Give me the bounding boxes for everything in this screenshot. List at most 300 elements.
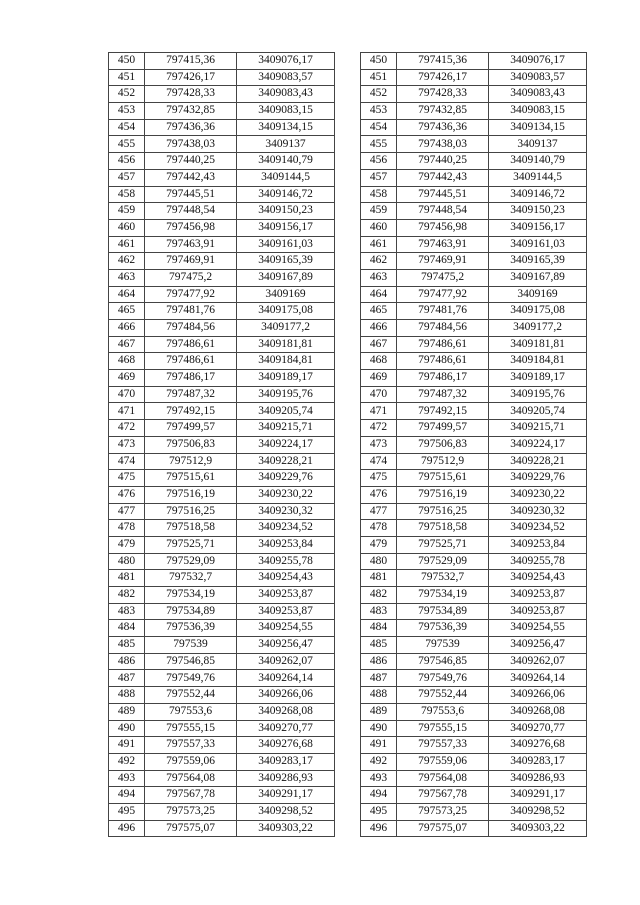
y-coordinate-cell: 3409083,15 [237,103,335,120]
x-coordinate-cell: 797442,43 [145,169,237,186]
table-row [109,720,335,737]
y-coordinate-cell: 3409270,77 [237,720,335,737]
x-coordinate-cell: 797506,83 [397,436,489,453]
point-number-cell: 478 [361,520,397,537]
point-number-cell: 475 [109,470,145,487]
table-row [361,303,587,320]
table-row [361,520,587,537]
x-coordinate-cell: 797546,85 [145,653,237,670]
table-row [361,186,587,203]
y-coordinate-cell: 3409215,71 [489,420,587,437]
y-coordinate-cell: 3409076,17 [489,53,587,70]
x-coordinate-cell: 797555,15 [145,720,237,737]
x-coordinate-cell: 797575,07 [145,820,237,837]
x-coordinate-cell: 797552,44 [397,687,489,704]
point-number-cell: 451 [361,69,397,86]
point-number-cell: 455 [361,136,397,153]
table-row [109,253,335,270]
point-number-cell: 460 [361,219,397,236]
y-coordinate-cell: 3409205,74 [237,403,335,420]
y-coordinate-cell: 3409234,52 [489,520,587,537]
table-row [361,770,587,787]
x-coordinate-cell: 797486,61 [397,353,489,370]
table-row [109,703,335,720]
table-row [109,503,335,520]
point-number-cell: 494 [109,787,145,804]
x-coordinate-cell: 797487,32 [397,386,489,403]
point-number-cell: 464 [361,286,397,303]
x-coordinate-cell: 797532,7 [145,570,237,587]
table-row [361,436,587,453]
x-coordinate-cell: 797469,91 [145,253,237,270]
x-coordinate-cell: 797518,58 [145,520,237,537]
table-row [109,269,335,286]
point-number-cell: 480 [109,553,145,570]
x-coordinate-cell: 797555,15 [397,720,489,737]
table-row [109,637,335,654]
y-coordinate-cell: 3409268,08 [237,703,335,720]
table-row [109,536,335,553]
table-row [361,603,587,620]
table-row [109,787,335,804]
table-row [361,720,587,737]
y-coordinate-cell: 3409256,47 [489,637,587,654]
point-number-cell: 491 [109,737,145,754]
y-coordinate-cell: 3409146,72 [489,186,587,203]
x-coordinate-cell: 797469,91 [397,253,489,270]
table-row [109,486,335,503]
y-coordinate-cell: 3409229,76 [237,470,335,487]
point-number-cell: 474 [109,453,145,470]
point-number-cell: 476 [361,486,397,503]
point-number-cell: 468 [361,353,397,370]
x-coordinate-cell: 797463,91 [145,236,237,253]
table-row [361,620,587,637]
y-coordinate-cell: 3409177,2 [237,320,335,337]
point-number-cell: 488 [109,687,145,704]
x-coordinate-cell: 797426,17 [397,69,489,86]
y-coordinate-cell: 3409150,23 [489,203,587,220]
y-coordinate-cell: 3409298,52 [489,803,587,820]
x-coordinate-cell: 797477,92 [397,286,489,303]
point-number-cell: 461 [109,236,145,253]
point-number-cell: 467 [109,336,145,353]
table-row [361,703,587,720]
x-coordinate-cell: 797440,25 [397,153,489,170]
y-coordinate-cell: 3409156,17 [237,219,335,236]
y-coordinate-cell: 3409140,79 [489,153,587,170]
y-coordinate-cell: 3409230,22 [237,486,335,503]
x-coordinate-cell: 797549,76 [145,670,237,687]
point-number-cell: 491 [361,737,397,754]
x-coordinate-cell: 797534,19 [397,587,489,604]
point-number-cell: 495 [109,803,145,820]
coordinates-table-right-body [361,53,587,837]
table-row [361,353,587,370]
y-coordinate-cell: 3409175,08 [237,303,335,320]
x-coordinate-cell: 797516,25 [397,503,489,520]
table-row [109,420,335,437]
table-row [109,336,335,353]
x-coordinate-cell: 797486,17 [145,370,237,387]
table-row [361,687,587,704]
table-row [109,436,335,453]
y-coordinate-cell: 3409264,14 [489,670,587,687]
point-number-cell: 465 [361,303,397,320]
x-coordinate-cell: 797415,36 [145,53,237,70]
point-number-cell: 472 [361,420,397,437]
point-number-cell: 488 [361,687,397,704]
x-coordinate-cell: 797463,91 [397,236,489,253]
y-coordinate-cell: 3409276,68 [237,737,335,754]
table-row [109,136,335,153]
x-coordinate-cell: 797438,03 [145,136,237,153]
table-row [109,520,335,537]
y-coordinate-cell: 3409291,17 [237,787,335,804]
point-number-cell: 459 [109,203,145,220]
y-coordinate-cell: 3409169 [489,286,587,303]
x-coordinate-cell: 797456,98 [145,219,237,236]
x-coordinate-cell: 797448,54 [397,203,489,220]
x-coordinate-cell: 797492,15 [145,403,237,420]
table-row [109,386,335,403]
x-coordinate-cell: 797492,15 [397,403,489,420]
table-row [361,653,587,670]
x-coordinate-cell: 797438,03 [397,136,489,153]
y-coordinate-cell: 3409224,17 [489,436,587,453]
y-coordinate-cell: 3409234,52 [237,520,335,537]
x-coordinate-cell: 797532,7 [397,570,489,587]
x-coordinate-cell: 797534,89 [397,603,489,620]
x-coordinate-cell: 797512,9 [145,453,237,470]
point-number-cell: 470 [361,386,397,403]
point-number-cell: 494 [361,787,397,804]
table-row [109,219,335,236]
y-coordinate-cell: 3409167,89 [489,269,587,286]
y-coordinate-cell: 3409169 [237,286,335,303]
table-row [361,453,587,470]
table-row [361,570,587,587]
table-row [109,687,335,704]
table-row [109,69,335,86]
y-coordinate-cell: 3409215,71 [237,420,335,437]
x-coordinate-cell: 797487,32 [145,386,237,403]
point-number-cell: 458 [361,186,397,203]
point-number-cell: 490 [109,720,145,737]
x-coordinate-cell: 797426,17 [145,69,237,86]
y-coordinate-cell: 3409262,07 [237,653,335,670]
y-coordinate-cell: 3409256,47 [237,637,335,654]
point-number-cell: 455 [109,136,145,153]
y-coordinate-cell: 3409165,39 [489,253,587,270]
table-row [109,370,335,387]
y-coordinate-cell: 3409161,03 [489,236,587,253]
y-coordinate-cell: 3409266,06 [489,687,587,704]
x-coordinate-cell: 797564,08 [397,770,489,787]
y-coordinate-cell: 3409262,07 [489,653,587,670]
x-coordinate-cell: 797475,2 [145,269,237,286]
x-coordinate-cell: 797573,25 [145,803,237,820]
y-coordinate-cell: 3409181,81 [489,336,587,353]
point-number-cell: 465 [109,303,145,320]
point-number-cell: 466 [109,320,145,337]
point-number-cell: 477 [109,503,145,520]
table-row [109,103,335,120]
y-coordinate-cell: 3409283,17 [489,753,587,770]
y-coordinate-cell: 3409270,77 [489,720,587,737]
y-coordinate-cell: 3409286,93 [237,770,335,787]
point-number-cell: 450 [109,53,145,70]
point-number-cell: 481 [361,570,397,587]
point-number-cell: 478 [109,520,145,537]
table-row [361,253,587,270]
point-number-cell: 482 [109,587,145,604]
point-number-cell: 484 [361,620,397,637]
table-row [361,136,587,153]
y-coordinate-cell: 3409137 [237,136,335,153]
y-coordinate-cell: 3409184,81 [237,353,335,370]
point-number-cell: 493 [361,770,397,787]
table-row [361,269,587,286]
x-coordinate-cell: 797481,76 [397,303,489,320]
x-coordinate-cell: 797436,36 [145,119,237,136]
table-row [361,53,587,70]
x-coordinate-cell: 797481,76 [145,303,237,320]
y-coordinate-cell: 3409230,32 [489,503,587,520]
table-row [109,553,335,570]
table-row [361,320,587,337]
y-coordinate-cell: 3409177,2 [489,320,587,337]
y-coordinate-cell: 3409083,57 [237,69,335,86]
x-coordinate-cell: 797557,33 [397,737,489,754]
x-coordinate-cell: 797557,33 [145,737,237,754]
y-coordinate-cell: 3409083,43 [489,86,587,103]
table-row [109,453,335,470]
point-number-cell: 495 [361,803,397,820]
point-number-cell: 451 [109,69,145,86]
x-coordinate-cell: 797486,61 [397,336,489,353]
x-coordinate-cell: 797516,19 [397,486,489,503]
y-coordinate-cell: 3409255,78 [237,553,335,570]
point-number-cell: 454 [361,119,397,136]
table-row [109,587,335,604]
y-coordinate-cell: 3409140,79 [237,153,335,170]
point-number-cell: 485 [109,637,145,654]
x-coordinate-cell: 797499,57 [145,420,237,437]
point-number-cell: 483 [109,603,145,620]
x-coordinate-cell: 797575,07 [397,820,489,837]
y-coordinate-cell: 3409229,76 [489,470,587,487]
y-coordinate-cell: 3409146,72 [237,186,335,203]
table-row [109,153,335,170]
table-row [361,153,587,170]
x-coordinate-cell: 797539 [397,637,489,654]
point-number-cell: 486 [109,653,145,670]
y-coordinate-cell: 3409134,15 [237,119,335,136]
y-coordinate-cell: 3409253,87 [489,587,587,604]
y-coordinate-cell: 3409181,81 [237,336,335,353]
y-coordinate-cell: 3409253,87 [237,587,335,604]
table-row [109,353,335,370]
point-number-cell: 458 [109,186,145,203]
y-coordinate-cell: 3409254,43 [489,570,587,587]
x-coordinate-cell: 797559,06 [397,753,489,770]
y-coordinate-cell: 3409083,43 [237,86,335,103]
table-row [109,53,335,70]
point-number-cell: 450 [361,53,397,70]
x-coordinate-cell: 797518,58 [397,520,489,537]
y-coordinate-cell: 3409276,68 [489,737,587,754]
x-coordinate-cell: 797534,89 [145,603,237,620]
x-coordinate-cell: 797515,61 [145,470,237,487]
table-row [109,186,335,203]
x-coordinate-cell: 797442,43 [397,169,489,186]
point-number-cell: 469 [361,370,397,387]
y-coordinate-cell: 3409291,17 [489,787,587,804]
x-coordinate-cell: 797539 [145,637,237,654]
x-coordinate-cell: 797486,17 [397,370,489,387]
point-number-cell: 462 [109,253,145,270]
x-coordinate-cell: 797564,08 [145,770,237,787]
x-coordinate-cell: 797515,61 [397,470,489,487]
point-number-cell: 475 [361,470,397,487]
y-coordinate-cell: 3409255,78 [489,553,587,570]
table-row [361,236,587,253]
table-row [109,470,335,487]
y-coordinate-cell: 3409253,84 [489,536,587,553]
point-number-cell: 453 [361,103,397,120]
table-row [361,336,587,353]
table-row [361,370,587,387]
point-number-cell: 472 [109,420,145,437]
table-row [361,286,587,303]
y-coordinate-cell: 3409167,89 [237,269,335,286]
point-number-cell: 459 [361,203,397,220]
table-row [109,770,335,787]
y-coordinate-cell: 3409144,5 [489,169,587,186]
table-row [109,670,335,687]
table-row [361,219,587,236]
y-coordinate-cell: 3409161,03 [237,236,335,253]
table-row [361,503,587,520]
x-coordinate-cell: 797559,06 [145,753,237,770]
table-row [361,637,587,654]
table-row [109,820,335,837]
y-coordinate-cell: 3409253,87 [489,603,587,620]
y-coordinate-cell: 3409254,55 [237,620,335,637]
y-coordinate-cell: 3409150,23 [237,203,335,220]
table-row [361,203,587,220]
point-number-cell: 484 [109,620,145,637]
y-coordinate-cell: 3409264,14 [237,670,335,687]
y-coordinate-cell: 3409268,08 [489,703,587,720]
table-row [109,753,335,770]
x-coordinate-cell: 797484,56 [145,320,237,337]
x-coordinate-cell: 797436,36 [397,119,489,136]
table-row [361,670,587,687]
y-coordinate-cell: 3409134,15 [489,119,587,136]
y-coordinate-cell: 3409195,76 [489,386,587,403]
table-row [361,486,587,503]
y-coordinate-cell: 3409205,74 [489,403,587,420]
point-number-cell: 474 [361,453,397,470]
x-coordinate-cell: 797573,25 [397,803,489,820]
y-coordinate-cell: 3409083,15 [489,103,587,120]
table-row [361,403,587,420]
x-coordinate-cell: 797499,57 [397,420,489,437]
table-row [109,620,335,637]
point-number-cell: 489 [361,703,397,720]
y-coordinate-cell: 3409266,06 [237,687,335,704]
y-coordinate-cell: 3409286,93 [489,770,587,787]
y-coordinate-cell: 3409224,17 [237,436,335,453]
y-coordinate-cell: 3409230,22 [489,486,587,503]
point-number-cell: 462 [361,253,397,270]
y-coordinate-cell: 3409253,87 [237,603,335,620]
x-coordinate-cell: 797536,39 [397,620,489,637]
x-coordinate-cell: 797440,25 [145,153,237,170]
table-row [361,803,587,820]
x-coordinate-cell: 797525,71 [145,536,237,553]
point-number-cell: 486 [361,653,397,670]
y-coordinate-cell: 3409228,21 [237,453,335,470]
point-number-cell: 482 [361,587,397,604]
x-coordinate-cell: 797432,85 [145,103,237,120]
table-row [109,403,335,420]
point-number-cell: 452 [361,86,397,103]
y-coordinate-cell: 3409083,57 [489,69,587,86]
point-number-cell: 479 [109,536,145,553]
point-number-cell: 473 [109,436,145,453]
x-coordinate-cell: 797534,19 [145,587,237,604]
point-number-cell: 481 [109,570,145,587]
y-coordinate-cell: 3409195,76 [237,386,335,403]
point-number-cell: 470 [109,386,145,403]
x-coordinate-cell: 797428,33 [397,86,489,103]
point-number-cell: 487 [109,670,145,687]
point-number-cell: 496 [361,820,397,837]
table-row [109,570,335,587]
point-number-cell: 483 [361,603,397,620]
table-row [361,587,587,604]
table-row [361,753,587,770]
x-coordinate-cell: 797567,78 [145,787,237,804]
table-row [361,386,587,403]
y-coordinate-cell: 3409283,17 [237,753,335,770]
table-row [109,737,335,754]
point-number-cell: 466 [361,320,397,337]
y-coordinate-cell: 3409189,17 [237,370,335,387]
x-coordinate-cell: 797552,44 [145,687,237,704]
table-row [109,653,335,670]
y-coordinate-cell: 3409254,43 [237,570,335,587]
x-coordinate-cell: 797477,92 [145,286,237,303]
point-number-cell: 471 [109,403,145,420]
x-coordinate-cell: 797486,61 [145,336,237,353]
x-coordinate-cell: 797553,6 [145,703,237,720]
point-number-cell: 463 [361,269,397,286]
x-coordinate-cell: 797432,85 [397,103,489,120]
x-coordinate-cell: 797516,25 [145,503,237,520]
point-number-cell: 461 [361,236,397,253]
y-coordinate-cell: 3409230,32 [237,503,335,520]
y-coordinate-cell: 3409228,21 [489,453,587,470]
table-row [361,820,587,837]
table-row [361,119,587,136]
y-coordinate-cell: 3409144,5 [237,169,335,186]
table-row [109,320,335,337]
table-row [109,603,335,620]
